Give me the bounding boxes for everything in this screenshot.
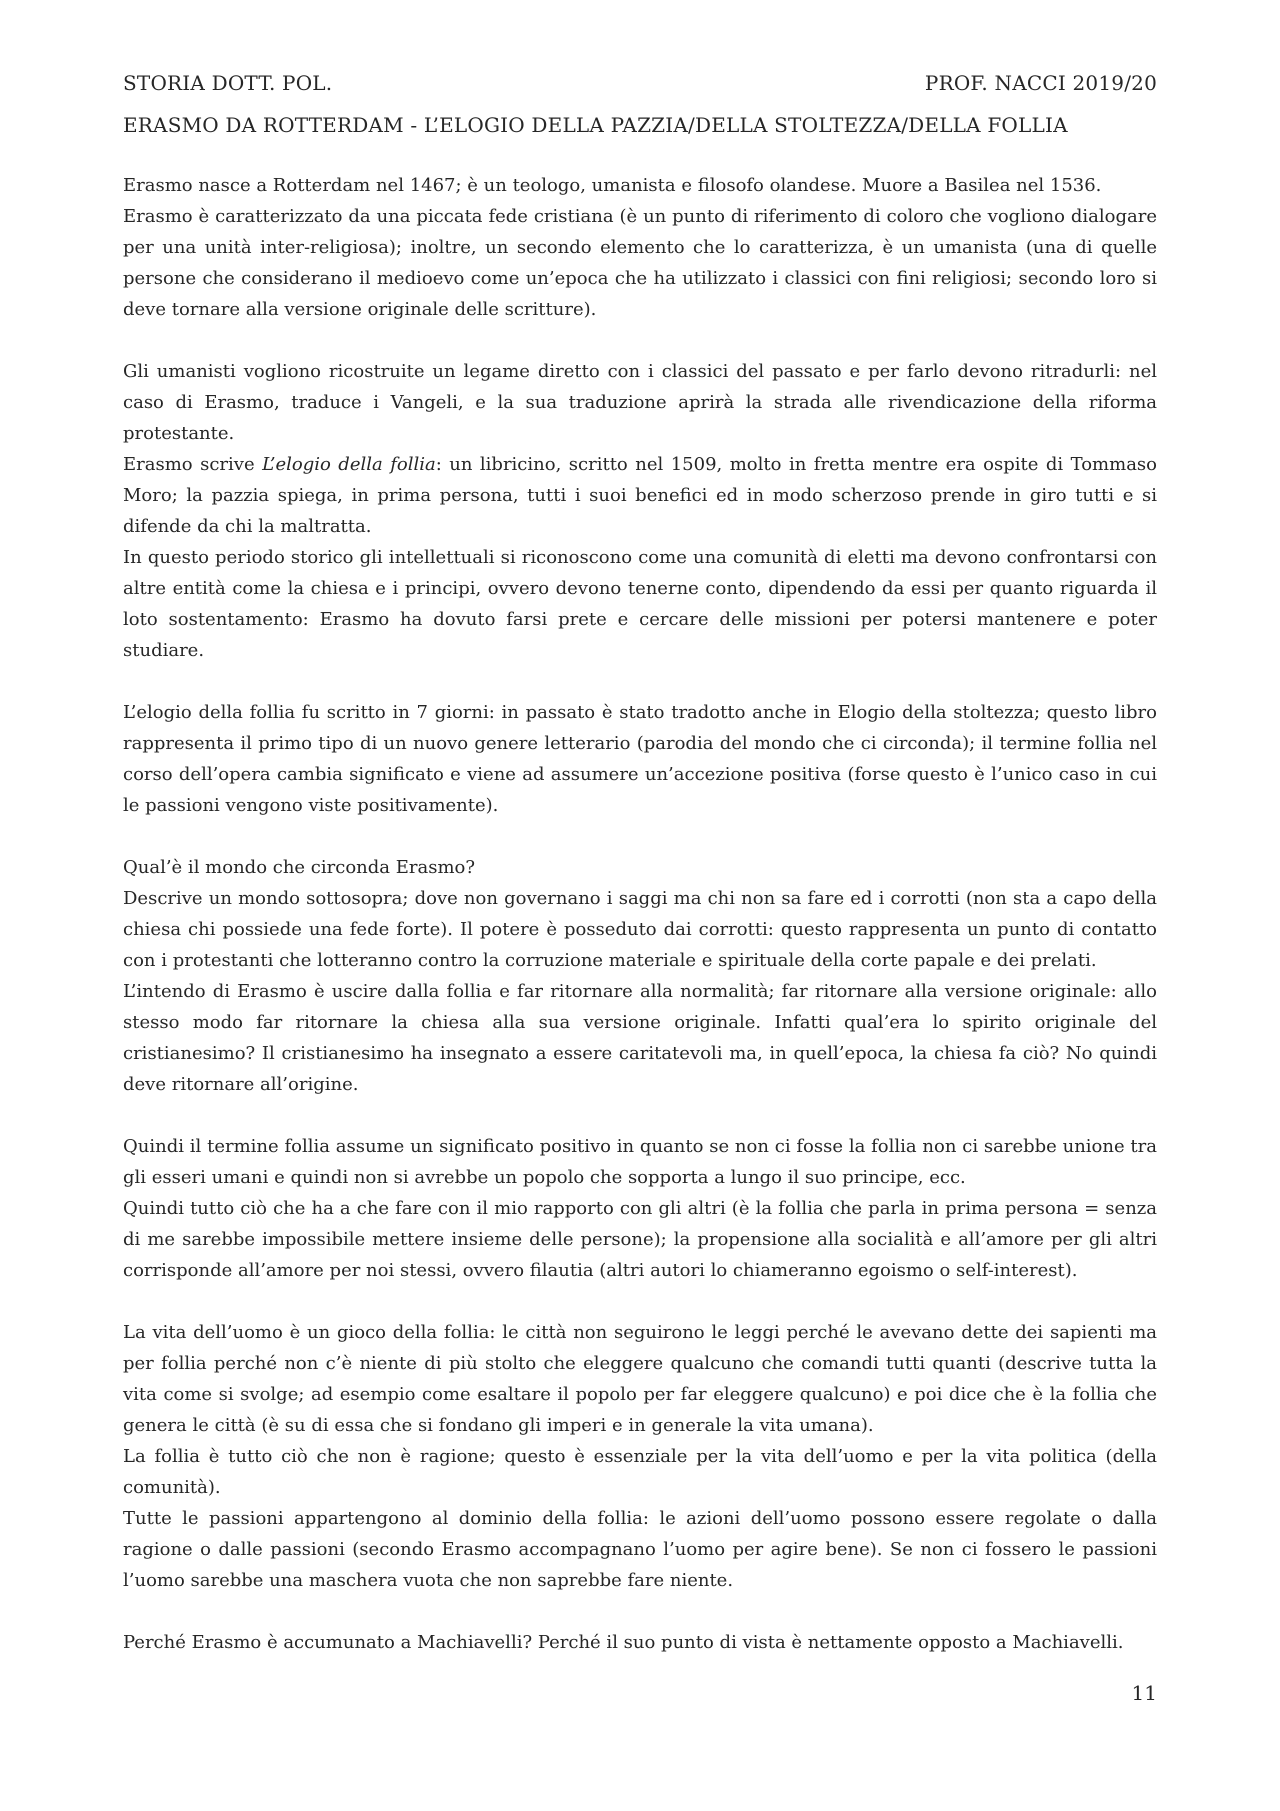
paragraph: Perché Erasmo è accumunato a Machiavelli? Perché il suo punto di vista è nettamente opposto a Machiavelli. [123,1632,1124,1653]
paragraph: Erasmo nasce a Rotterdam nel 1467; è un teologo, umanista e filosofo olandese. Muore a Basilea nel 1536. [123,175,1102,196]
paragraph: Qual’è il mondo che circonda Erasmo? [123,857,475,878]
page-header [123,68,1157,98]
paragraph: Quindi tutto ciò che ha a che fare con il mio rapporto con gli altri (è la follia che parla in prima persona = senza di me sarebbe impossibile mettere insieme delle persone); la propensione alla socialità e all’amore per gli altri corrisponde all’amore per noi stessi, ovvero filautia (altri autori lo chiameranno egoismo o self-interest). [123,1198,1157,1281]
paragraph: Gli umanisti vogliono ricostruite un legame diretto con i classici del passato e per farlo devono ritradurli: nel caso di Erasmo, traduce i Vangeli, e la sua traduzione aprirà la strada alle rivendicazione della riforma protestante. [123,361,1157,444]
paragraph: L’elogio della follia fu scritto in 7 giorni: in passato è stato tradotto anche in Elogio della stoltezza; questo libro rappresenta il primo tipo di un nuovo genere letterario (parodia del mondo che ci circonda); il termine follia nel corso dell’opera cambia significato e viene ad assumere un’accezione positiva (forse questo è l’unico caso in cui le passioni vengono viste positivamente). [123,702,1157,816]
professor-year: PROF. NACCI 2019/20 [924,71,1157,95]
course-name: STORIA DOTT. POL. [123,71,333,95]
paragraph [123,449,1157,542]
document-body [123,170,1157,1658]
paragraph-text: : un libricino, scritto nel 1509, molto in fretta mentre era ospite di Tommaso Moro; la pazzia spiega, in prima persona, tutti i suoi benefici ed in modo scherzoso prende in giro tutti e si difende da chi la maltratta. [123,454,1158,537]
paragraph: Quindi il termine follia assume un significato positivo in quanto se non ci fosse la follia non ci sarebbe unione tra gli esseri umani e quindi non si avrebbe un popolo che sopporta a lungo il suo principe, ecc. [123,1136,1157,1188]
paragraph-text: Erasmo scrive [123,454,263,475]
paragraph: L’intendo di Erasmo è uscire dalla follia e far ritornare alla normalità; far ritornare alla versione originale: allo stesso modo far ritornare la chiesa alla sua versione originale. Infatti qual’era lo spirito originale del cristianesimo? Il cristianesimo ha insegnato a essere caritatevoli ma, in quell’epoca, la chiesa fa ciò? No quindi deve ritornare all’origine. [123,981,1157,1095]
paragraph: La follia è tutto ciò che non è ragione; questo è essenziale per la vita dell’uomo e per la vita politica (della comunità). [123,1446,1157,1498]
book-title-italic: L’elogio della follia [262,454,436,475]
paragraph: Erasmo è caratterizzato da una piccata fede cristiana (è un punto di riferimento di coloro che vogliono dialogare per una unità inter-religiosa); inoltre, un secondo elemento che lo caratterizza, è un umanista (una di quelle persone che considerano il medioevo come un’epoca che ha utilizzato i classici con fini religiosi; secondo loro si deve tornare alla versione originale delle scritture). [123,206,1157,320]
paragraph: In questo periodo storico gli intellettuali si riconoscono come una comunità di eletti ma devono confrontarsi con altre entità come la chiesa e i principi, ovvero devono tenerne conto, dipendendo da essi per quanto riguarda il loto sostentamento: Erasmo ha dovuto farsi prete e cercare delle missioni per potersi mantenere e poter studiare. [123,547,1157,661]
paragraph: Tutte le passioni appartengono al dominio della follia: le azioni dell’uomo possono essere regolate o dalla ragione o dalle passioni (secondo Erasmo accompagnano l’uomo per agire bene). Se non ci fossero le passioni l’uomo sarebbe una maschera vuota che non saprebbe fare niente. [123,1508,1157,1591]
document-title: ERASMO DA ROTTERDAM - L’ELOGIO DELLA PAZZIA/DELLA STOLTEZZA/DELLA FOLLIA [123,113,1068,137]
page-number: 11 [1131,1681,1157,1705]
paragraph: La vita dell’uomo è un gioco della follia: le città non seguirono le leggi perché le avevano dette dei sapienti ma per follia perché non c’è niente di più stolto che eleggere qualcuno che comandi tutti quanti (descrive tutta la vita come si svolge; ad esempio come esaltare il popolo per far eleggere qualcuno) e poi dice che è la follia che genera le città (è su di essa che si fondano gli imperi e in generale la vita umana). [123,1322,1157,1436]
document-page [123,68,1157,1658]
paragraph: Descrive un mondo sottosopra; dove non governano i saggi ma chi non sa fare ed i corrotti (non sta a capo della chiesa chi possiede una fede forte). Il potere è posseduto dai corrotti: questo rappresenta un punto di contatto con i protestanti che lotteranno contro la corruzione materiale e spirituale della corte papale e dei prelati. [123,888,1157,971]
